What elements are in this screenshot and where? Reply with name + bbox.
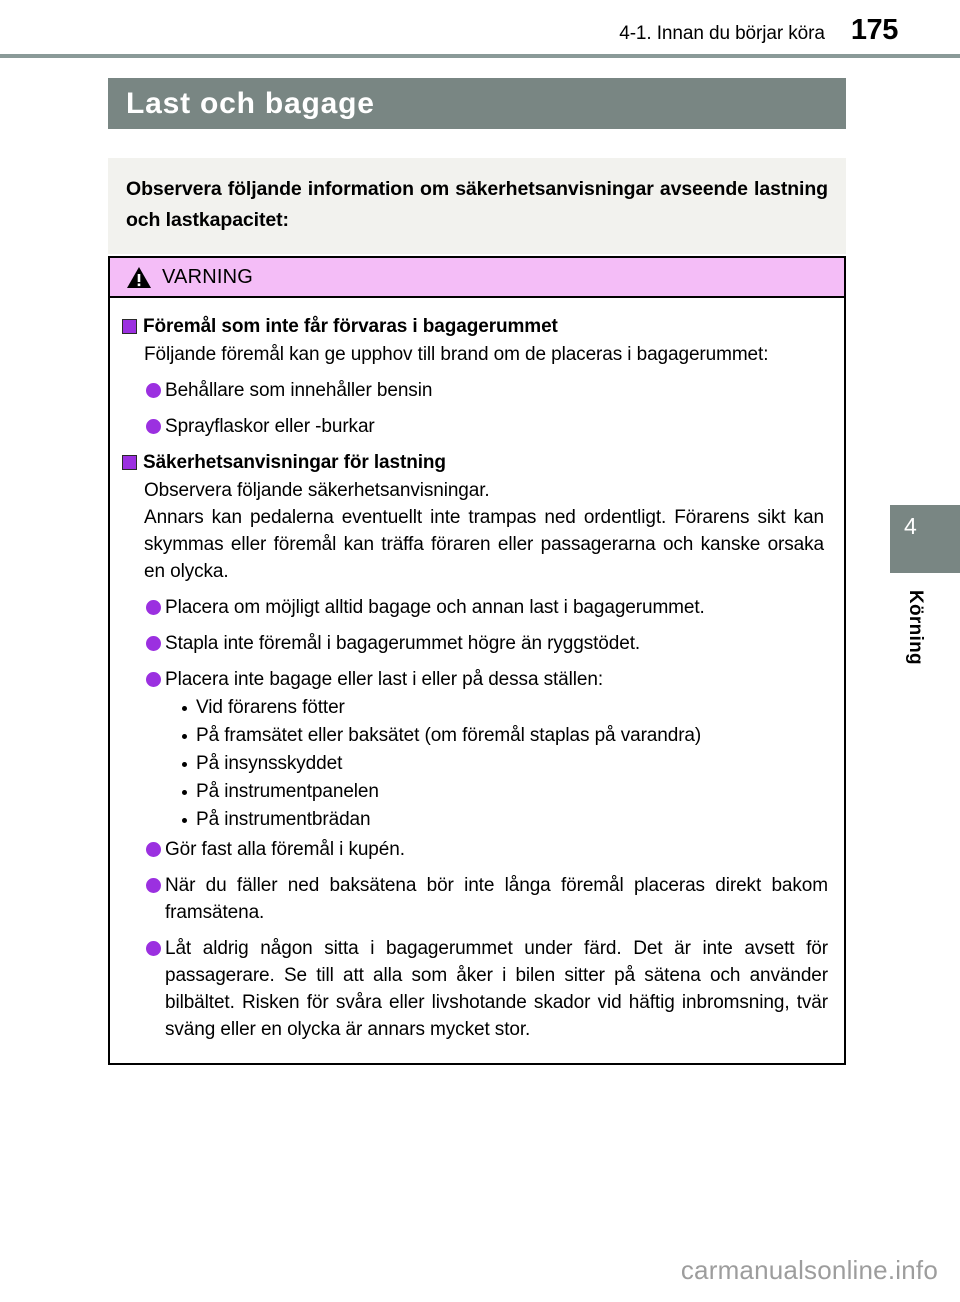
sub-list-item-label: Vid förarens fötter	[196, 697, 345, 718]
dot-bullet-icon	[146, 383, 161, 398]
list-item-label: När du fäller ned baksätena bör inte långa föremål placeras direkt bakom framsätena.	[165, 875, 828, 923]
page-title: Last och bagage	[126, 86, 375, 120]
sub-list-item	[182, 778, 828, 805]
list-item-label: Stapla inte föremål i bagagerummet högre än ryggstödet.	[165, 633, 641, 654]
list-item-label: Låt aldrig någon sitta i bagagerummet under färd. Det är inte avsett för passagerare. Se till att alla som åker i bilen sitter på sätena och använder bilbältet. Risken för svåra eller livshotande skador vid häftig inbromsning, tvär sväng eller en olycka är annars mycket stor.	[165, 938, 828, 1040]
warning-panel	[108, 256, 846, 1065]
list-item	[146, 872, 828, 926]
watermark: carmanualsonline.info	[680, 1255, 938, 1285]
small-dot-bullet-icon	[182, 706, 187, 711]
intro-text: Observera följande information om säkerhetsanvisningar avseende lastning och lastkapacitet:	[126, 178, 828, 231]
warning-triangle-icon	[126, 266, 152, 289]
small-dot-bullet-icon	[182, 818, 187, 823]
small-dot-bullet-icon	[182, 762, 187, 767]
sub-list-item-label: På instrumentbrädan	[196, 809, 371, 830]
dot-bullet-icon	[146, 672, 161, 687]
list-item-label: Gör fast alla föremål i kupén.	[165, 839, 405, 860]
list-item	[146, 836, 828, 863]
small-dot-bullet-icon	[182, 790, 187, 795]
warning-paragraph: Observera följande säkerhetsanvisningar.	[144, 480, 490, 501]
warning-label: VARNING	[162, 265, 254, 288]
list-item	[146, 935, 828, 1043]
chapter-label-text: Körning	[905, 590, 926, 665]
page-number: 175	[850, 14, 898, 46]
list-item	[146, 630, 828, 657]
chapter-tab	[890, 505, 960, 573]
list-item-label: Placera inte bagage eller last i eller på dessa ställen:	[165, 669, 603, 690]
sub-list-item	[182, 694, 828, 721]
list-item	[146, 666, 828, 693]
header-section-title: 4-1. Innan du börjar köra	[619, 23, 825, 44]
header-inner	[619, 14, 898, 47]
warning-paragraph: Annars kan pedalerna eventuellt inte trampas ned ordentligt. Förarens sikt kan skymmas eller föremål kan träffa föraren eller passagerarna och kanske orsaka en olycka.	[144, 507, 824, 582]
list-item	[146, 413, 828, 440]
sub-list-item	[182, 722, 828, 749]
chapter-number: 4	[904, 513, 917, 539]
warning-subheading-label: Föremål som inte får förvaras i bagagerummet	[143, 316, 558, 337]
square-bullet-icon	[122, 319, 137, 334]
sub-list-item	[182, 806, 828, 833]
list-item	[146, 594, 828, 621]
warning-subheading-label: Säkerhetsanvisningar för lastning	[143, 452, 446, 473]
dot-bullet-icon	[146, 842, 161, 857]
warning-panel-header	[110, 258, 844, 298]
intro-callout-box	[108, 158, 846, 254]
sub-list-item-label: På insynsskyddet	[196, 753, 343, 774]
sub-list-item-label: På framsätet eller baksätet (om föremål staplas på varandra)	[196, 725, 702, 746]
small-dot-bullet-icon	[182, 734, 187, 739]
warning-paragraph: Följande föremål kan ge upphov till brand om de placeras i bagagerummet:	[144, 344, 769, 365]
header-divider-rule	[0, 54, 960, 58]
list-item-label: Placera om möjligt alltid bagage och annan last i bagagerummet.	[165, 597, 705, 618]
list-item-label: Behållare som innehåller bensin	[165, 380, 433, 401]
dot-bullet-icon	[146, 941, 161, 956]
warning-subheading	[122, 314, 828, 340]
warning-subheading	[122, 450, 828, 476]
dot-bullet-icon	[146, 419, 161, 434]
square-bullet-icon	[122, 455, 137, 470]
dot-bullet-icon	[146, 636, 161, 651]
dot-bullet-icon	[146, 878, 161, 893]
list-item-label: Sprayflaskor eller -burkar	[165, 416, 375, 437]
sub-list-item-label: På instrumentpanelen	[196, 781, 379, 802]
sub-list-item	[182, 750, 828, 777]
page-header	[0, 0, 960, 56]
chapter-tab-label	[890, 590, 960, 670]
list-item	[146, 377, 828, 404]
dot-bullet-icon	[146, 600, 161, 615]
warning-panel-body	[110, 298, 844, 1063]
section-title-bar	[108, 78, 846, 129]
